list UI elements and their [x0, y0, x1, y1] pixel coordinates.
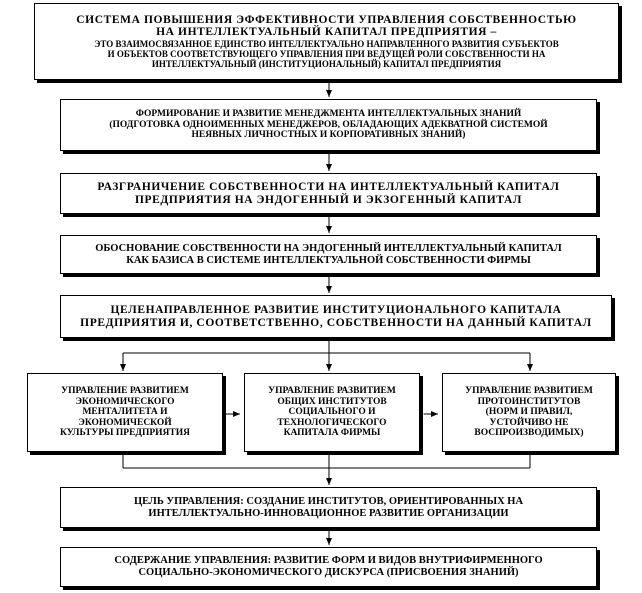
system-title-line-2: НА ИНТЕЛЛЕКТУАЛЬНЫЙ КАПИТАЛ ПРЕДПРИЯТИЯ –: [156, 26, 497, 39]
endogenous-justification-line-1: ОБОСНОВАНИЕ СОБСТВЕННОСТИ НА ЭНДОГЕННЫЙ ИНТЕЛЛЕКТУАЛЬНЫЙ КАПИТАЛ: [95, 242, 562, 254]
management-content-line-2: СОЦИАЛЬНО-ЭКОНОМИЧЕСКОГО ДИСКУРСА (ПРИСВОЕНИЯ ЗНАНИЙ): [138, 567, 519, 578]
system-definition-box: [34, 3, 619, 80]
general-institutions-line-4: ТЕХНОЛОГИЧЕСКОГО: [277, 417, 387, 428]
system-definition-line-2: И ОБЪЕКТОВ СООТВЕТСТВУЮЩЕГО УПРАВЛЕНИЯ ПРИ ВЕДУЩЕЙ РОЛИ СОБСТВЕННОСТИ НА: [107, 49, 546, 60]
general-institutions-line-5: КАПИТАЛА ФИРМЫ: [283, 428, 381, 439]
capital-delimitation-line-1: РАЗГРАНИЧЕНИЕ СОБСТВЕННОСТИ НА ИНТЕЛЛЕКТУАЛЬНЫЙ КАПИТАЛ: [97, 180, 560, 193]
general-institutions-line-3: СОЦИАЛЬНОГО И: [288, 407, 376, 418]
general-institutions-line-1: УПРАВЛЕНИЕ РАЗВИТИЕМ: [268, 385, 396, 396]
economic-mentality-line-4: ЭКОНОМИЧЕСКОЙ: [78, 417, 172, 428]
knowledge-management-box: [60, 99, 597, 151]
knowledge-management-line-1: ФОРМИРОВАНИЕ И РАЗВИТИЕ МЕНЕДЖМЕНТА ИНТЕЛЛЕКТУАЛЬНЫХ ЗНАНИЙ: [135, 109, 522, 120]
economic-mentality-line-2: ЭКОНОМИЧЕСКОГО: [75, 396, 175, 407]
knowledge-management-line-3: НЕЯВНЫХ ЛИЧНОСТНЫХ И КОРПОРАТИВНЫХ ЗНАНИЙ): [191, 130, 466, 141]
institutional-development-line-1: ЦЕЛЕНАПРАВЛЕННОЕ РАЗВИТИЕ ИНСТИТУЦИОНАЛЬНОГО КАПИТАЛА: [110, 303, 562, 316]
proto-institutions-box: [442, 373, 616, 452]
proto-institutions-line-4: УСТОЙЧИВО НЕ: [489, 417, 569, 428]
endogenous-justification-line-2: КАК БАЗИСА В СИСТЕМЕ ИНТЕЛЛЕКТУАЛЬНОЙ СОБСТВЕННОСТИ ФИРМЫ: [126, 254, 531, 266]
management-content-line-1: СОДЕРЖАНИЕ УПРАВЛЕНИЯ: РАЗВИТИЕ ФОРМ И ВИДОВ ВНУТРИФИРМЕННОГО: [114, 555, 543, 567]
general-institutions-line-2: ОБЩИХ ИНСТИТУТОВ: [277, 396, 387, 407]
capital-delimitation-line-2: ПРЕДПРИЯТИЯ НА ЭНДОГЕННЫЙ И ЭКЗОГЕННЫЙ КАПИТАЛ: [134, 193, 523, 206]
management-content-box: [60, 547, 597, 587]
knowledge-management-line-2: (ПОДГОТОВКА ОДНОИМЕННЫХ МЕНЕДЖЕРОВ, ОБЛАДАЮЩИХ АДЕКВАТНОЙ СИСТЕМОЙ: [109, 119, 548, 130]
economic-mentality-line-1: УПРАВЛЕНИЕ РАЗВИТИЕМ: [61, 385, 189, 396]
management-goal-box: [60, 487, 597, 528]
institutional-development-line-2: ПРЕДПРИЯТИЯ И, СООТВЕТСТВЕННО, СОБСТВЕННОСТИ НА ДАННЫЙ КАПИТАЛ: [80, 316, 592, 329]
system-definition-line-3: ИНТЕЛЛЕКТУАЛЬНЫЙ (ИНСТИТУЦИОНАЛЬНЫЙ) КАПИТАЛ ПРЕДПРИЯТИЯ: [151, 59, 502, 70]
management-goal-line-1: ЦЕЛЬ УПРАВЛЕНИЯ: СОЗДАНИЕ ИНСТИТУТОВ, ОРИЕНТИРОВАННЫХ НА: [133, 495, 524, 507]
system-definition-line-1: ЭТО ВЗАИМОСВЯЗАННОЕ ЕДИНСТВО ИНТЕЛЛЕКТУАЛЬНО НАПРАВЛЕННОГО РАЗВИТИЯ СУБЪЕКТОВ: [94, 39, 559, 50]
management-goal-line-2: ИНТЕЛЛЕКТУАЛЬНО-ИННОВАЦИОННОЕ РАЗВИТИЕ ОРГАНИЗАЦИИ: [148, 507, 509, 519]
economic-mentality-line-5: КУЛЬТУРЫ ПРЕДПРИЯТИЯ: [60, 428, 190, 439]
proto-institutions-line-3: (НОРМ И ПРАВИЛ,: [485, 407, 573, 418]
proto-institutions-line-1: УПРАВЛЕНИЕ РАЗВИТИЕМ: [465, 385, 593, 396]
economic-mentality-line-3: МЕНТАЛИТЕТА И: [82, 407, 168, 418]
economic-mentality-box: [27, 373, 223, 452]
proto-institutions-line-2: ПРОТОИНСТИТУТОВ: [477, 396, 581, 407]
institutional-development-box: [60, 295, 612, 338]
endogenous-justification-box: [60, 235, 597, 274]
capital-delimitation-box: [60, 173, 597, 214]
general-institutions-box: [244, 373, 420, 452]
system-title-line-1: СИСТЕМА ПОВЫШЕНИЯ ЭФФЕКТИВНОСТИ УПРАВЛЕНИЯ СОБСТВЕННОСТЬЮ: [76, 13, 577, 26]
proto-institutions-line-5: ВОСПРОИЗВОДИМЫХ): [474, 428, 584, 439]
